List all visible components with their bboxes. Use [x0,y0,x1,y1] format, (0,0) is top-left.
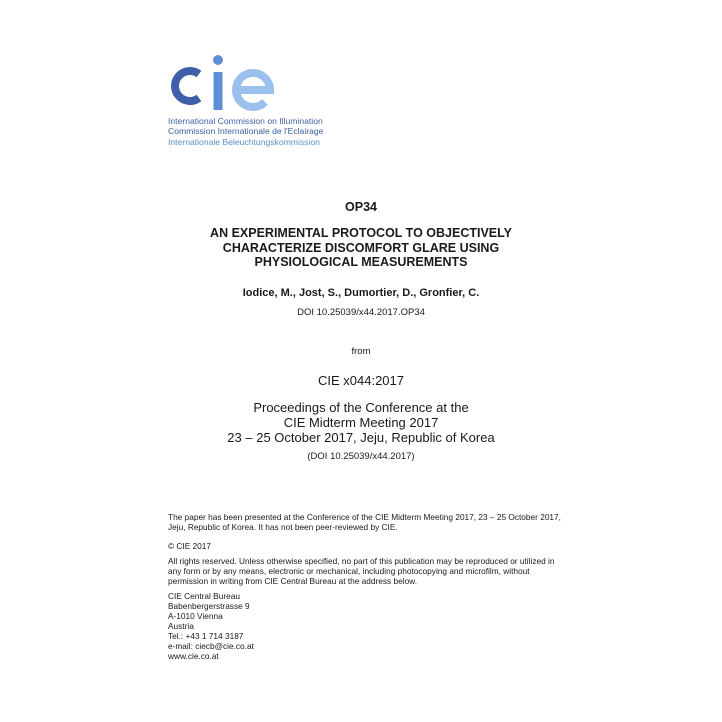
address-block [168,591,254,661]
logo-tagline [168,116,323,147]
paper-title [166,226,556,270]
address-line: Babenbergerstrasse 9 [168,601,250,611]
title-line: AN EXPERIMENTAL PROTOCOL TO OBJECTIVELY [210,226,512,240]
cie-wordmark [166,52,276,112]
title-line: CHARACTERIZE DISCOMFORT GLARE USING [222,240,500,255]
proceedings-doi: (DOI 10.25039/x44.2017) [307,451,415,462]
tagline-en: International Commission on Illumination [168,116,323,126]
proceedings-line: Proceedings of the Conference at the [253,400,469,415]
address-line: e-mail: ciecb@cie.co.at [168,641,254,651]
address-line: CIE Central Bureau [168,591,240,601]
copyright-notice: © CIE 2017 [168,541,212,551]
address-line: Austria [168,621,194,631]
from-label: from [351,346,371,357]
proceedings-info [166,400,556,445]
paper-authors: Iodice, M., Jost, S., Dumortier, D., Gronfier, C. [242,287,480,299]
paper-doi: DOI 10.25039/x44.2017.OP34 [297,307,425,318]
proceedings-line: CIE Midterm Meeting 2017 [283,415,439,430]
rights-notice: All rights reserved. Unless otherwise specified, no part of this publication may be reproduced or utilized in any form or by any means, electronic or mechanical, including photocopying and microfilm, without permission in writing from CIE Central Bureau at the address below. [168,556,555,587]
address-line: www.cie.co.at [168,651,219,661]
paper-code: OP34 [345,200,377,214]
proceedings-line: 23 – 25 October 2017, Jeju, Republic of Korea [227,430,495,445]
publication-id: CIE x044:2017 [317,373,404,388]
tagline-fr: Commission Internationale de l'Eclairage [168,126,324,137]
address-line: Tel.: +43 1 714 3187 [168,631,244,641]
presented-note: The paper has been presented at the Conference of the CIE Midterm Meeting 2017, 23 – 25 October 2017, Jeju, Republic of Korea. It has not been peer-reviewed by CIE. [168,512,561,533]
tagline-de: Internationale Beleuchtungskommission [168,136,320,147]
cie-logo [166,52,356,156]
address-line: A-1010 Vienna [168,611,223,621]
title-line: PHYSIOLOGICAL MEASUREMENTS [254,255,468,269]
